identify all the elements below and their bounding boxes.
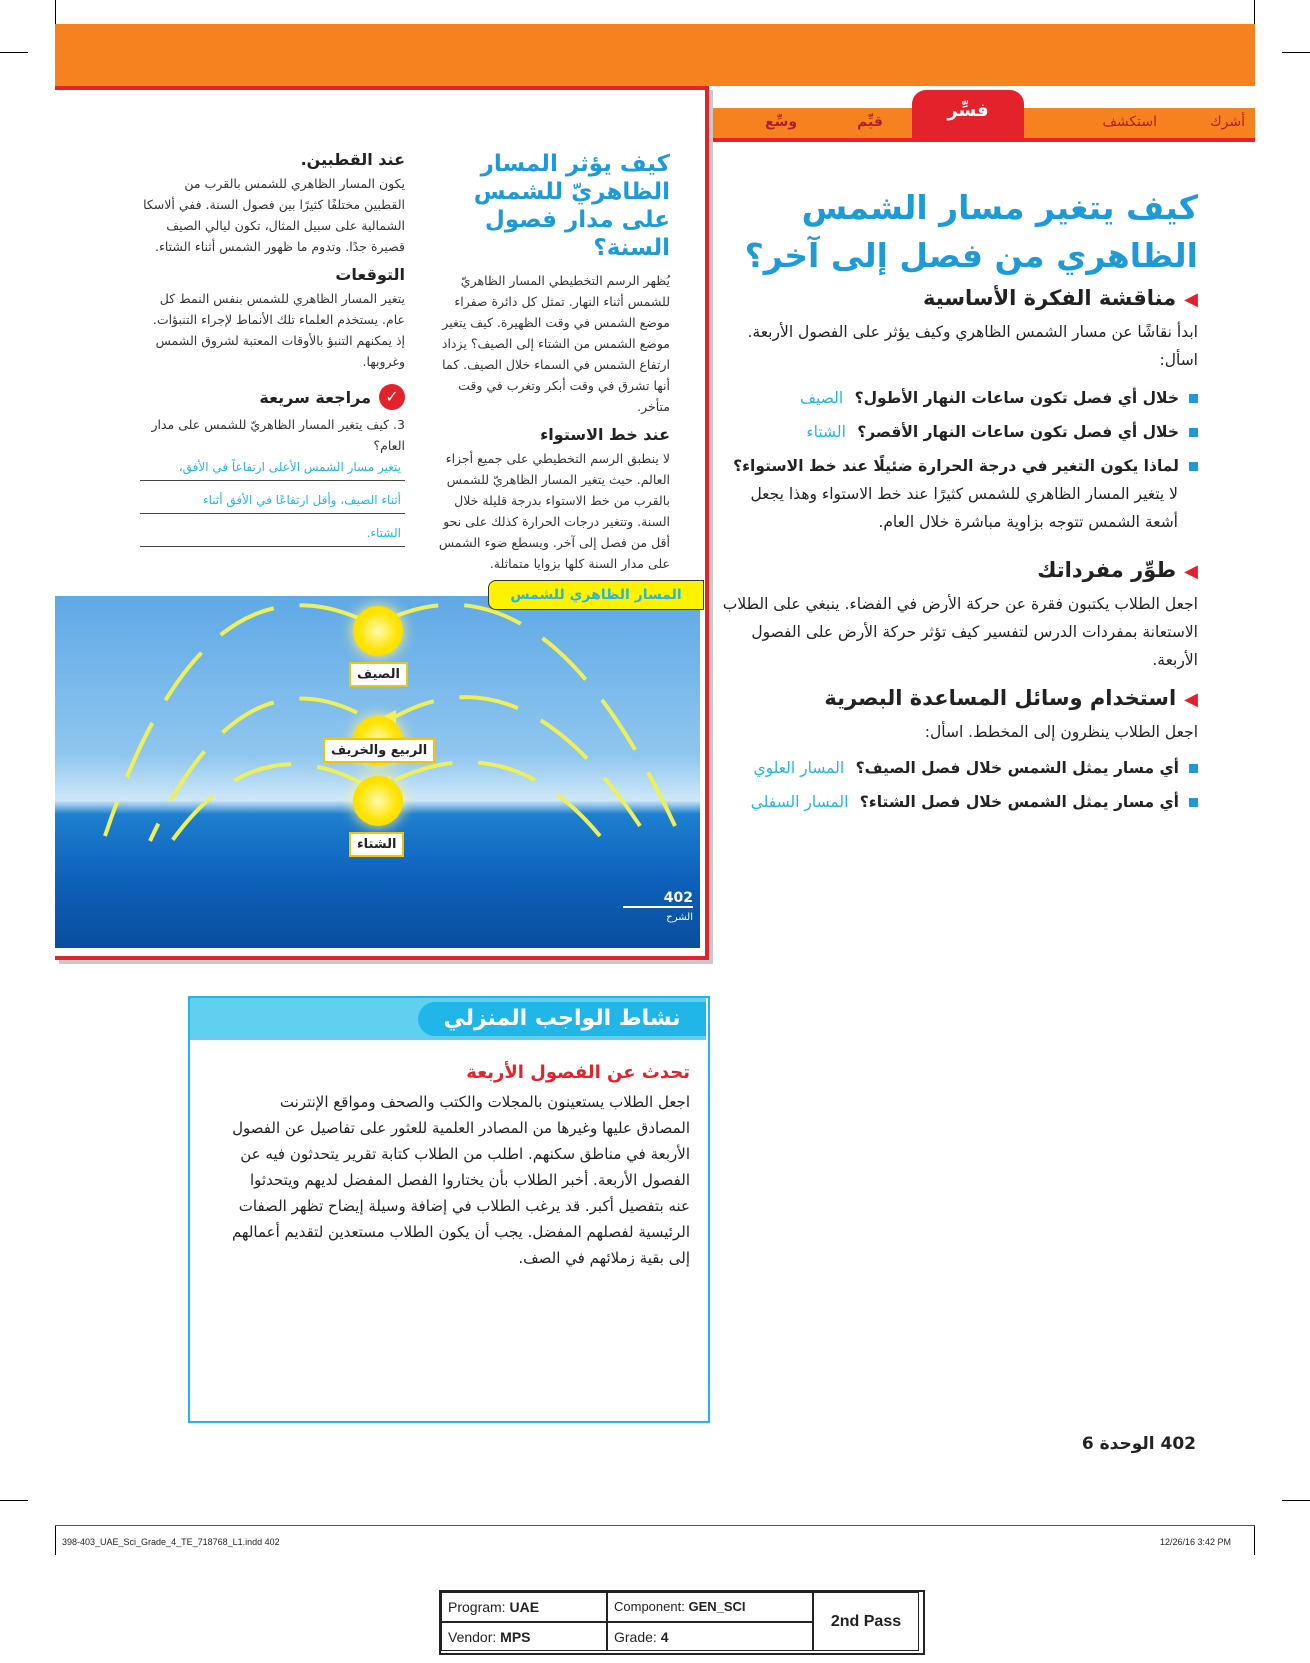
vendor-cell [441,1622,607,1651]
header-band [55,24,1255,86]
question-1-text: خلال أي فصل تكون ساعات النهار الأطول؟ [854,389,1179,407]
student-right-column [425,150,670,574]
grade-cell [607,1622,813,1651]
slug-file: 398-403_UAE_Sci_Grade_4_TE_718768_L1.indd 402 [62,1537,280,1547]
answer-3: لا يتغير المسار الظاهري للشمس كثيرًا عند خط الاستواء وهذا يجعل أشعة الشمس تتوجه بزاوية مباشرة خلال العام. [750,485,1178,531]
diagram-title: المسار الظاهري للشمس [488,580,704,610]
pass-table [439,1590,925,1655]
triangle-icon: ◀ [1184,561,1198,582]
sun-winter-icon [353,776,403,826]
section-main-idea-intro: ابدأ نقاشًا عن مسار الشمس الظاهري وكيف يؤثر على الفصول الأربعة. اسأل: [747,323,1198,369]
triangle-icon: ◀ [1184,289,1198,310]
student-left-column [140,150,405,547]
page-footer: 402 الوحدة 6 [1081,1434,1196,1454]
question-2 [720,418,1198,446]
question-5-text: أي مسار يمثل الشمس خلال فصل الشتاء؟ [859,793,1179,811]
bullet-icon [1189,394,1198,403]
bullet-icon [1189,462,1198,471]
program-label: Program: [448,1599,506,1615]
crop-mark [0,1500,28,1501]
tab-explore[interactable]: استكشف [1102,114,1157,130]
student-para-3: يكون المسار الظاهري للشمس بالقرب من القطبين مختلفًا كثيرًا بين فصول السنة. ففي ألاسكا الشمالية على سبيل المثال، تكون ليالي الصيف قصيرة جدًا. وتدوم ما ظهور الشمس أثناء الشتاء. [143,176,405,254]
triangle-icon: ◀ [1184,689,1198,710]
equator-heading: عند خط الاستواء [540,425,670,444]
review-heading: مراجعة سريعة [259,387,371,407]
home-activity-content [230,1062,690,1271]
section-visual-aids [720,686,1198,710]
sun-path-diagram [55,596,700,948]
pass-cell: 2nd Pass [813,1592,919,1651]
home-activity-heading: نشاط الواجب المنزلي [418,1002,706,1036]
equinox-path [150,697,640,841]
section-vocabulary [720,558,1198,582]
vendor-value: MPS [500,1629,531,1645]
home-activity-header [190,998,706,1040]
crop-mark [1282,52,1310,53]
question-3-text: لماذا يكون التغير في درجة الحرارة ضئيلًا عند خط الاستواء؟ [733,457,1179,475]
section-visual-aids-intro: اجعل الطلاب ينظرون إلى المخطط. اسأل: [924,723,1198,741]
home-activity-text: اجعل الطلاب يستعينون بالمجلات والكتب والصحف ومواقع الإنترنت المصادق عليها وغيرها من المصادر العلمية للعثور على تفاصيل عن الفصول الأربعة في مناطق سكنهم. اطلب من الطلاب كتابة تقرير يتحدثون فيه عن الفصول الأربعة. أخبر الطلاب بأن يختاروا الفصل المفضل لديهم ويتحدثوا عنه بتفصيل أكبر. قد يرغب الطلاب في إضافة وسيلة إيضاح تظهر الصفات الرئيسية لفصلهم المفضل. يجب أن يكون الطلاب مستعدين لتقديم أعمالهم إلى بقية زملائهم في الصف. [231,1093,690,1267]
quick-review [140,384,405,410]
answer-line-1[interactable]: يتغير مسار الشمس الأعلى ارتفاعاً في الأفق، [140,456,405,481]
answer-line-3[interactable]: الشتاء. [140,522,405,547]
student-para-4: يتغير المسار الظاهري للشمس بنفس النمط كل عام. يستخدم العلماء تلك الأنماط لإجراء التنبؤات. إذ يمكنهم التنبؤ بالأوقات المعتبة لشروق الشمس وغروبها. [152,291,405,369]
student-page-label: الشرح [666,912,693,923]
tab-elaborate[interactable]: وسِّع [765,114,798,130]
main-column [720,184,1198,816]
bullet-icon [1189,798,1198,807]
component-value: GEN_SCI [688,1599,746,1614]
crop-mark [1254,0,1255,26]
student-page-number: 402 [623,890,693,908]
review-question: 3. كيف يتغير المسار الظاهريّ للشمس على مدار العام؟ [151,417,405,453]
question-2-text: خلال أي فصل تكون ساعات النهار الأقصر؟ [857,423,1179,441]
checkmark-icon: ✓ [379,384,405,410]
vendor-label: Vendor: [448,1629,497,1645]
lesson-tabs [707,100,1255,142]
answer-5: المسار السفلي [750,793,849,811]
slug-datetime: 12/26/16 3:42 PM [1160,1537,1232,1547]
answer-4: المسار العلوي [753,759,845,777]
main-title-line-1: كيف يتغير مسار الشمس [801,188,1198,227]
component-label: Component: [614,1599,685,1614]
question-3 [720,452,1198,480]
program-cell [441,1592,607,1622]
grade-label: Grade: [614,1629,657,1645]
answer-1: الصيف [799,389,844,407]
crop-mark [55,1525,56,1555]
question-4 [720,754,1198,782]
section-vocabulary-heading: طوِّر مفرداتك [1037,558,1177,582]
student-para-2: لا ينطبق الرسم التخطيطي على جميع أجزاء العالم. حيث يتغير المسار الظاهريّ للشمس بالقرب من خط الاستواء بدرجة قليلة خلال السنة. وتتغير درجات الحرارة كذلك على نحو أقل من فصل إلى آخر. ويسطع ضوء الشمس على مدار السنة كلها بزوايا متماثلة. [438,451,670,571]
label-winter: الشتاء [349,832,404,857]
tab-evaluate[interactable]: قيِّم [857,114,883,130]
answer-2: الشتاء [806,423,846,441]
student-heading: كيف يؤثر المسار الظاهريّ للشمس على مدار فصول السنة؟ [473,151,670,261]
predictions-heading: التوقعات [335,265,405,284]
question-1 [720,384,1198,412]
grade-value: 4 [660,1629,669,1645]
main-title-line-2: الظاهري من فصل إلى آخر؟ [744,236,1198,275]
bullet-icon [1189,764,1198,773]
crop-mark [55,0,56,26]
crop-mark [0,52,28,53]
program-value: UAE [509,1599,540,1615]
bullet-icon [1189,428,1198,437]
student-para-1: يُظهر الرسم التخطيطي المسار الظاهريّ للشمس أثناء النهار. تمثل كل دائرة صفراء موضع الشمس في وقت الظهيرة. كيف يتغير موضع الشمس من الشتاء إلى الصيف؟ يزداد ارتفاع الشمس في السماء خلال الصيف. كما أنها تشرق في وقت أبكر وتغرب في وقت متأخر. [441,273,670,414]
poles-heading: عند القطبين. [300,150,405,169]
slug-rule [55,1525,1255,1526]
crop-mark [1254,1525,1255,1555]
crop-mark [1282,1500,1310,1501]
tab-explain[interactable]: فسِّر [912,90,1024,140]
section-main-idea-heading: مناقشة الفكرة الأساسية [923,286,1177,310]
sun-summer-icon [353,606,403,656]
answer-line-2[interactable]: أثناء الصيف، وأقل ارتفاعًا في الأفق أثناء [140,489,405,514]
question-4-text: أي مسار يمثل الشمس خلال فصل الصيف؟ [855,759,1179,777]
section-main-idea [720,286,1198,310]
component-cell [607,1592,813,1622]
home-activity-subheading: تحدث عن الفصول الأربعة [466,1062,690,1083]
question-5 [720,788,1198,816]
section-vocabulary-text: اجعل الطلاب يكتبون فقرة عن حركة الأرض في الفضاء. ينبغي على الطلاب الاستعانة بمفردات الدرس لتفسير كيف تؤثر حركة الأرض على الفصول الأربعة. [722,595,1198,669]
tab-engage[interactable]: أشرك [1210,114,1245,130]
label-spring-fall: الربيع والخريف [323,738,435,763]
section-visual-aids-heading: استخدام وسائل المساعدة البصرية [824,686,1177,710]
label-summer: الصيف [349,662,408,687]
